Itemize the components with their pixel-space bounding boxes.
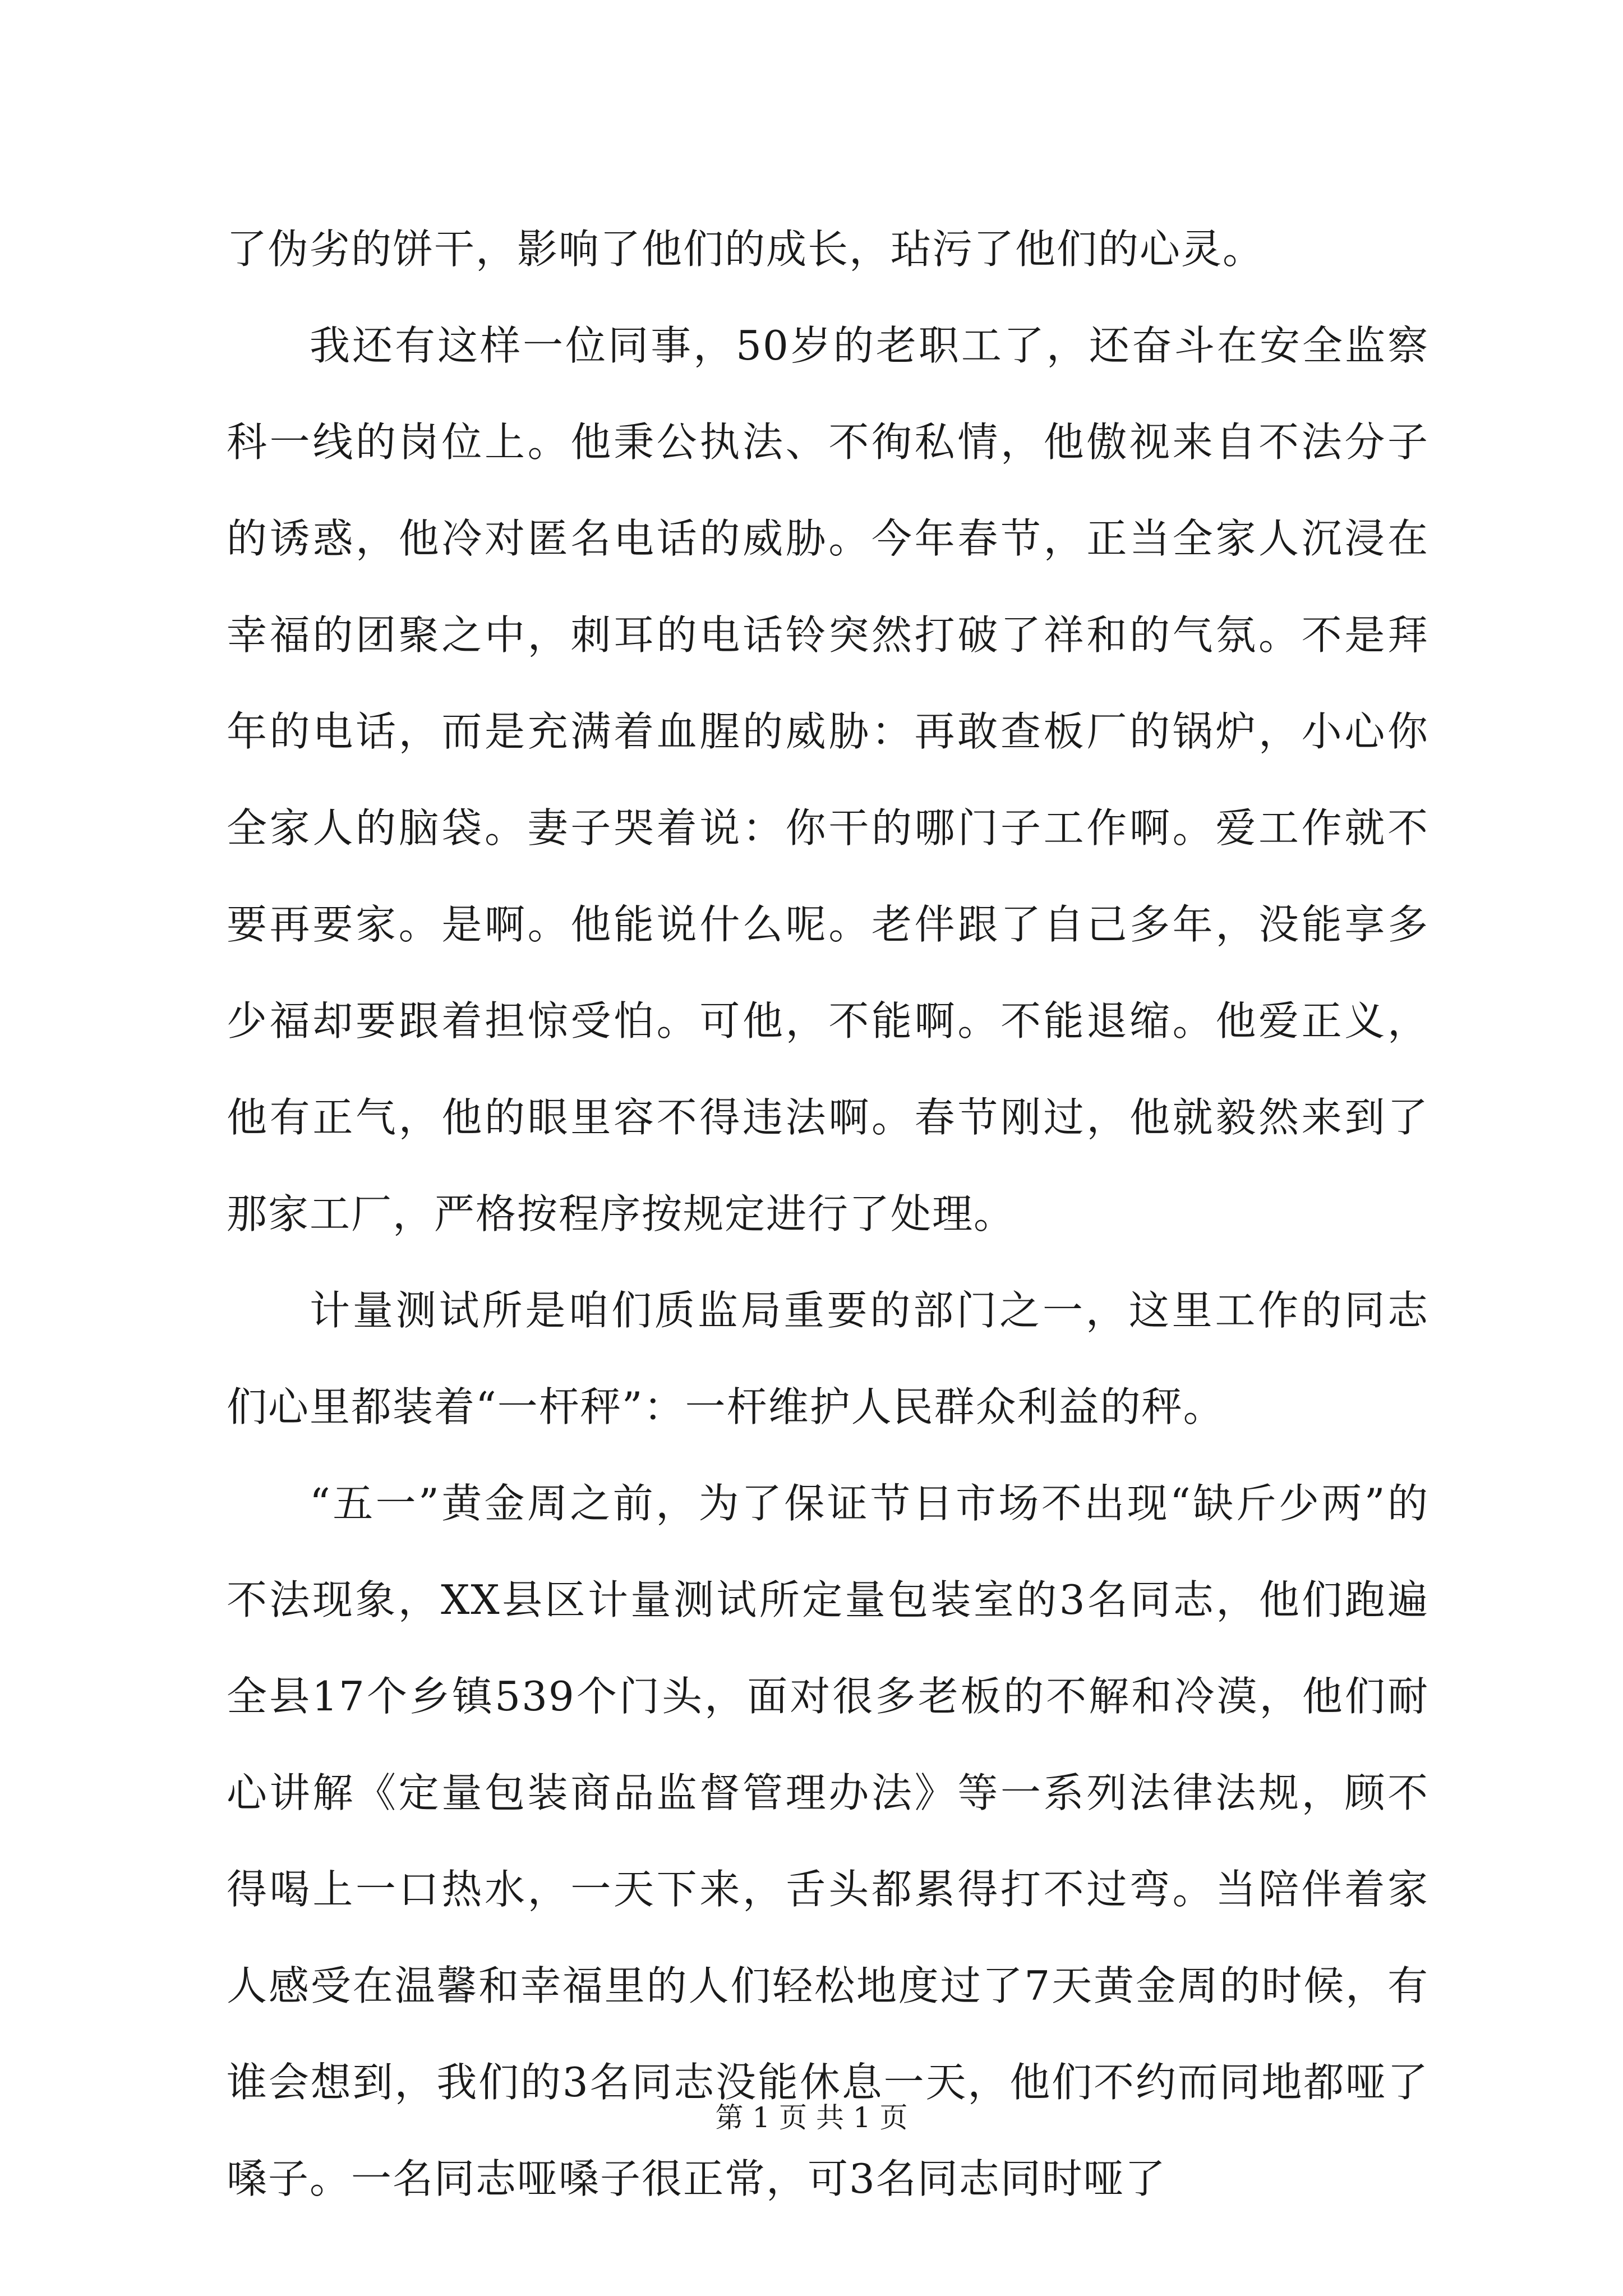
document-body: [227, 201, 1429, 2227]
paragraph-2: 我还有这样一位同事，50岁的老职工了，还奋斗在安全监察科一线的岗位上。他秉公执法、不徇私情，他傲视来自不法分子的诱惑，他冷对匿名电话的威胁。今年春节，正当全家人沉浸在幸福的团聚之中，刺耳的电话铃突然打破了祥和的气氛。不是拜年的电话，而是充满着血腥的威胁：再敢查板厂的锅炉，小心你全家人的脑袋。妻子哭着说：你干的哪门子工作啊。爱工作就不要再要家。是啊。他能说什么呢。老伴跟了自己多年，没能享多少福却要跟着担惊受怕。可他，不能啊。不能退缩。他爱正义，他有正气，他的眼里容不得违法啊。春节刚过，他就毅然来到了那家工厂，严格按程序按规定进行了处理。: [227, 322, 1429, 1237]
page-footer: [0, 2101, 1623, 2134]
paragraph-1: 了伪劣的饼干，影响了他们的成长，玷污了他们的心灵。: [227, 226, 1265, 273]
page-number-label: 第 1 页 共 1 页: [715, 2101, 908, 2134]
paragraph-4: “五一”黄金周之前，为了保证节日市场不出现“缺斤少两”的不法现象，XX县区计量测试所定量包装室的3名同志，他们跑遍全县17个乡镇539个门头，面对很多老板的不解和冷漠，他们耐心讲解《定量包装商品监督管理办法》等一系列法律法规，顾不得喝上一口热水，一天下来，舌头都累得打不过弯。当陪伴着家人感受在温馨和幸福里的人们轻松地度过了7天黄金周的时候，有谁会想到，我们的3名同志没能休息一天，他们不约而同地都哑了嗓子。一名同志哑嗓子很正常，可3名同志同时哑了: [227, 1480, 1429, 2202]
paragraph-3: 计量测试所是咱们质监局重要的部门之一，这里工作的同志们心里都装着“一杆秤”：一杆维护人民群众利益的秤。: [227, 1287, 1429, 1430]
